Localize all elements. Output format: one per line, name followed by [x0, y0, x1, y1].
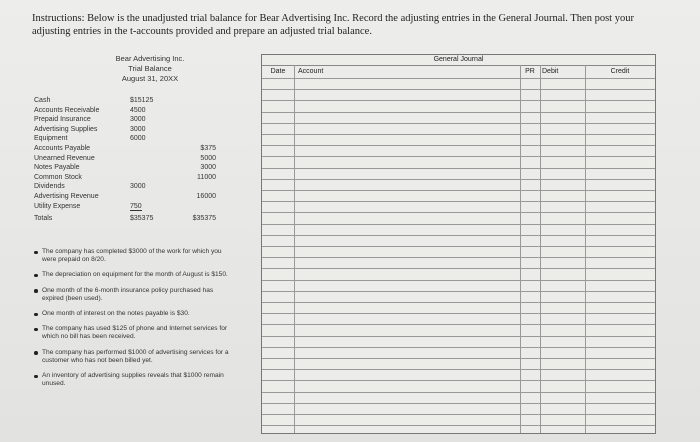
debit-amount: 3000 [130, 116, 146, 124]
pr-column-header: PR [525, 68, 535, 75]
journal-row-line [262, 190, 655, 191]
credit-amount: 16000 [196, 192, 216, 200]
adjustment-item: The company has completed $3000 of the work for which you were prepaid on 8/20. [34, 248, 234, 264]
journal-row-line [262, 212, 655, 213]
trial-balance-table [34, 96, 220, 224]
debit-amount: 4500 [130, 106, 146, 114]
journal-row-line [262, 257, 655, 258]
journal-row-line [262, 123, 655, 124]
account-name: Prepaid Insurance [34, 116, 91, 124]
credit-amount: 3000 [200, 164, 216, 172]
journal-column-divider [294, 65, 295, 433]
debit-column-header: Debit [542, 68, 559, 75]
trial-balance-row [34, 192, 220, 202]
debit-amount: $15125 [130, 97, 154, 104]
account-name: Cash [34, 97, 51, 104]
journal-row-line [262, 336, 655, 337]
journal-column-divider [540, 65, 541, 433]
trial-balance-title: Trial Balance [128, 64, 172, 73]
journal-row-line [262, 156, 655, 157]
trial-balance-row [34, 202, 220, 212]
total-credit: $35375 [192, 215, 216, 223]
journal-row-line [262, 414, 655, 415]
journal-row-line [262, 324, 655, 325]
instructions-text: Instructions: Below is the unadjusted trial balance for Bear Advertising Inc. Record the adjusting entries in the General Journal. Then post your adjusting entries in the t-accounts provided and prepare an adjusted trial balance. [32, 13, 634, 37]
trial-balance-header [90, 54, 210, 84]
trial-balance-row [34, 163, 220, 173]
debit-amount: 3000 [130, 125, 146, 133]
date-column-header: Date [270, 68, 286, 75]
debit-amount: 3000 [130, 183, 146, 191]
adjustment-item: The depreciation on equipment for the month of August is $150. [34, 271, 234, 279]
journal-row-line [262, 78, 655, 79]
journal-row-line [262, 246, 655, 247]
trial-balance-row [34, 96, 220, 106]
journal-row-line [262, 112, 655, 113]
adjustment-item: The company has performed $1000 of advertising services for a customer who has not been billed yet. [34, 349, 234, 365]
account-name: Equipment [34, 135, 68, 143]
credit-amount: 11000 [197, 173, 216, 181]
trial-balance-row [34, 125, 220, 135]
trial-balance-row [34, 173, 220, 183]
credit-amount: $375 [200, 144, 216, 152]
journal-row-line [262, 380, 655, 381]
trial-balance-row [34, 106, 220, 116]
trial-balance-row [34, 154, 220, 164]
journal-row-line [262, 145, 655, 146]
credit-column-header: Credit [610, 68, 630, 75]
totals-label: Totals [34, 215, 53, 223]
account-name: Unearned Revenue [34, 154, 95, 162]
journal-row-line [262, 392, 655, 393]
adjustment-item: One month of the 6-month insurance policy purchased has expired (been used). [34, 287, 234, 303]
adjustment-item: The company has used $125 of phone and Internet services for which no bill has been received. [34, 325, 234, 341]
account-name: Advertising Supplies [34, 125, 98, 133]
trial-balance-row [34, 134, 220, 144]
debit-amount: 6000 [130, 135, 146, 143]
journal-row-line [262, 224, 655, 225]
journal-row-line [262, 291, 655, 292]
journal-row-line [262, 302, 655, 303]
total-debit: $35375 [130, 215, 154, 223]
company-name: Bear Advertising Inc. [115, 54, 185, 63]
journal-row-line [262, 313, 655, 314]
journal-row-line [262, 369, 655, 370]
journal-row-line [262, 179, 655, 180]
journal-row-line [262, 358, 655, 359]
account-name: Dividends [34, 183, 65, 191]
adjustment-item: One month of interest on the notes payable is $30. [34, 310, 234, 318]
debit-amount: 750 [130, 202, 142, 210]
credit-amount: 5000 [200, 154, 216, 162]
journal-row-line [262, 425, 655, 426]
account-name: Accounts Payable [34, 144, 91, 152]
general-journal [261, 54, 656, 434]
adjustment-item: An inventory of advertising supplies reveals that $1000 remain unused. [34, 372, 234, 388]
journal-row-line [262, 347, 655, 348]
adjustment-list [34, 248, 234, 395]
account-name: Notes Payable [34, 164, 80, 172]
account-name: Utility Expense [34, 202, 81, 210]
account-name: Accounts Receivable [34, 106, 100, 114]
journal-row-line [262, 89, 655, 90]
account-name: Advertising Revenue [34, 192, 99, 200]
account-column-header: Account [298, 68, 324, 75]
journal-title: General Journal [262, 55, 655, 66]
trial-balance-date: August 31, 20XX [121, 74, 179, 83]
trial-balance-totals [34, 214, 220, 224]
trial-balance-row [34, 144, 220, 154]
account-name: Common Stock [34, 173, 82, 181]
journal-row-line [262, 168, 655, 169]
journal-column-divider [520, 65, 521, 433]
trial-balance-row [34, 182, 220, 192]
journal-row-line [262, 201, 655, 202]
journal-column-divider [585, 65, 586, 433]
trial-balance-row [34, 115, 220, 125]
journal-row-line [262, 268, 655, 269]
journal-row-line [262, 403, 655, 404]
journal-row-line [262, 100, 655, 101]
journal-row-line [262, 235, 655, 236]
journal-row-line [262, 134, 655, 135]
journal-row-line [262, 280, 655, 281]
